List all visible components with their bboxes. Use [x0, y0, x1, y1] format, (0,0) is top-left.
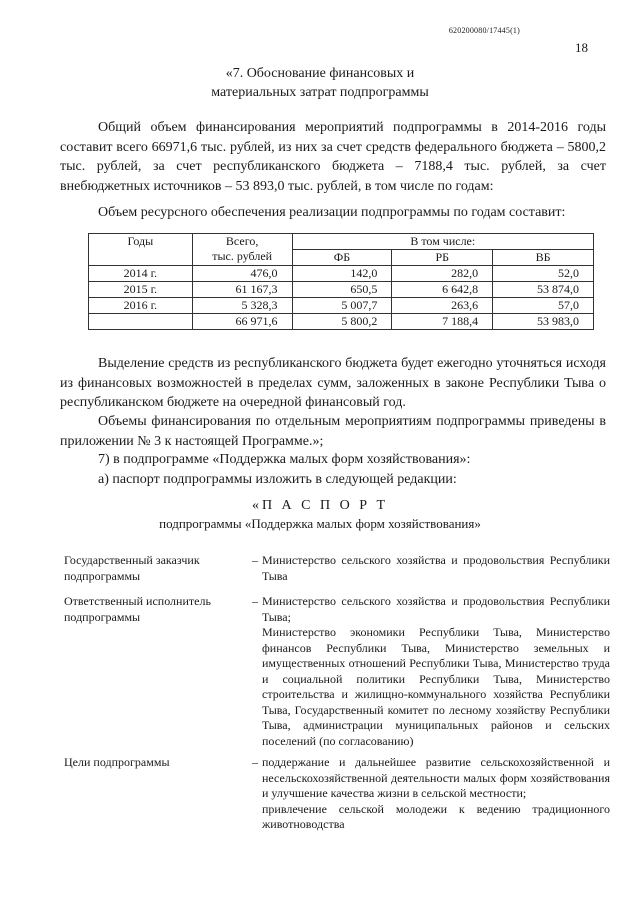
table-total-row	[89, 314, 594, 330]
header-years: Годы	[89, 234, 193, 266]
financing-table	[88, 233, 594, 330]
cell-year: 2016 г.	[89, 298, 193, 314]
cell-total: 476,0	[192, 266, 292, 282]
paragraph-appendix-ref: Объемы финансирования по отдельным мероприятиям подпрограммы приведены в приложении № 3 к настоящей Программе.»;	[60, 414, 606, 449]
section-heading-line2: материальных затрат подпрограммы	[211, 85, 429, 100]
cell-year	[89, 314, 193, 330]
header-rb: РБ	[392, 250, 493, 266]
cell-vb: 52,0	[493, 266, 594, 282]
header-vb: ВБ	[493, 250, 594, 266]
header-including: В том числе:	[292, 234, 593, 250]
header-total-line2: тыс. рублей	[212, 249, 273, 263]
passport-subtitle: подпрограммы «Поддержка малых форм хозяйствования»	[159, 516, 481, 531]
passport-title: «П А С П О Р Т	[251, 498, 389, 513]
cell-rb: 263,6	[392, 298, 493, 314]
passport-row-value: Министерство сельского хозяйства и продовольствия Республики Тыва	[262, 553, 610, 583]
cell-total: 5 328,3	[192, 298, 292, 314]
passport-row-label: Цели подпрограммы	[64, 755, 170, 769]
passport-row-dash: –	[252, 553, 258, 567]
cell-fb: 142,0	[292, 266, 392, 282]
paragraph-passport-intro: а) паспорт подпрограммы изложить в следующей редакции:	[98, 472, 457, 487]
table-row	[89, 266, 594, 282]
cell-fb: 650,5	[292, 282, 392, 298]
cell-vb: 53 983,0	[493, 314, 594, 330]
cell-rb: 6 642,8	[392, 282, 493, 298]
cell-vb: 57,0	[493, 298, 594, 314]
paragraph-republic-budget: Выделение средств из республиканского бюджета будет ежегодно уточняться исходя из финансовых возможностей в пределах сумм, заложенных в законе Республики Тыва о республиканском бюджете на очередной финансовый год.	[60, 356, 606, 410]
cell-year: 2014 г.	[89, 266, 193, 282]
header-total	[192, 234, 292, 266]
passport-row-value-part2: Министерство экономики Республики Тыва, Министерство финансов Республики Тыва, Министерство земельных и имущественных отношений Республики Тыва, Министерство труда и социальной политики Республики Тыва, Министерство строительства и жилищно-коммунального хозяйства Республики Тыва, Государственный комитет по лесному хозяйству Республики Тыва, администрации муниципальных районов и сельских поселений (по согласованию)	[262, 625, 610, 748]
section-heading-line1: «7. Обоснование финансовых и	[225, 66, 415, 81]
table-row	[89, 282, 594, 298]
passport-row-label: Государственный заказчик подпрограммы	[64, 553, 200, 583]
paragraph-resource-intro: Объем ресурсного обеспечения реализации подпрограммы по годам составит:	[98, 205, 566, 220]
passport-row-dash: –	[252, 755, 258, 769]
section-heading	[0, 64, 640, 102]
passport-row-dash: –	[252, 594, 258, 608]
cell-rb: 282,0	[392, 266, 493, 282]
passport-row-value	[262, 594, 610, 749]
cell-total: 61 167,3	[192, 282, 292, 298]
header-fb: ФБ	[292, 250, 392, 266]
passport-row-label: Ответственный исполнитель подпрограммы	[64, 594, 211, 624]
paragraph-subprogram-item: 7) в подпрограмме «Поддержка малых форм хозяйствования»:	[98, 452, 471, 467]
cell-fb: 5 800,2	[292, 314, 392, 330]
passport-row-value-part2: привлечение сельской молодежи к ведению традиционного животноводства	[262, 801, 610, 831]
paragraph-total-financing: Общий объем финансирования мероприятий подпрограммы в 2014-2016 годы составит всего 66971,6 тыс. рублей, из них за счет средств федерального бюджета – 5800,2 тыс. рублей, за счет республиканского бюджета – 7188,4 тыс. рублей, за счет внебюджетных источников – 53 893,0 тыс. рублей, в том числе по годам:	[60, 120, 606, 194]
table-row	[89, 298, 594, 314]
cell-fb: 5 007,7	[292, 298, 392, 314]
passport-row-value-part1: поддержание и дальнейшее развитие сельскохозяйственной и несельскохозяйственной деятельности малых форм хозяйствования и улучшение качества жизни в сельской местности;	[262, 755, 610, 800]
cell-total: 66 971,6	[192, 314, 292, 330]
cell-year: 2015 г.	[89, 282, 193, 298]
table-header-row	[89, 234, 594, 250]
cell-rb: 7 188,4	[392, 314, 493, 330]
header-total-line1: Всего,	[225, 234, 259, 248]
cell-vb: 53 874,0	[493, 282, 594, 298]
page-number: 18	[575, 40, 588, 55]
document-number: 620200080/17445(1)	[448, 26, 520, 35]
passport-row-value-part1: Министерство сельского хозяйства и продовольствия Республики Тыва;	[262, 594, 610, 624]
passport-row-value	[262, 755, 610, 833]
